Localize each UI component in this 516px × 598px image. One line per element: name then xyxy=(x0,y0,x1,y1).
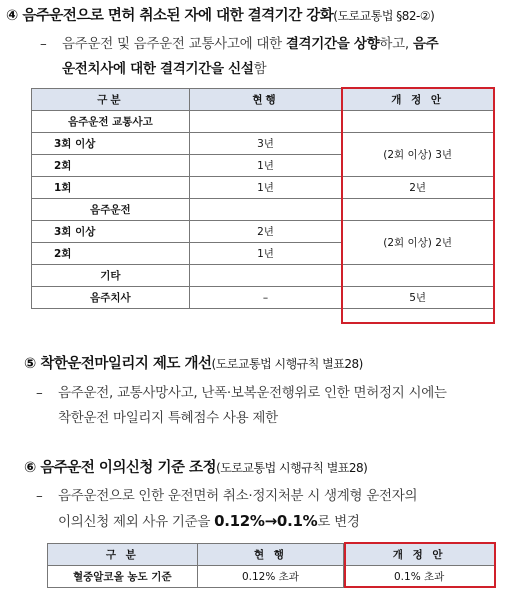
header-gubun: 구 분 xyxy=(48,544,198,566)
section4-title: ④ 음주운전으로 면허 취소된 자에 대한 결격기간 강화 xyxy=(6,8,334,24)
section6-ref: (도로교통법 시행규칙 별표28) xyxy=(216,461,368,475)
row-current: 1년 xyxy=(189,155,342,177)
row-revised: 5년 xyxy=(342,287,494,309)
row-label: 3회 이상 xyxy=(32,221,190,243)
bullet-text: 음주운전으로 인한 운전면허 취소·정지처분 시 생계형 운전자의 xyxy=(58,488,418,504)
row-current: 3년 xyxy=(189,133,342,155)
table-row xyxy=(32,111,494,133)
table-row xyxy=(32,177,494,199)
bullet-dash: – xyxy=(40,36,47,52)
table-row xyxy=(32,265,494,287)
bullet-text: 함 xyxy=(253,61,267,77)
header-current: 현 행 xyxy=(197,544,344,566)
section5-title: ⑤ 착한운전마일리지 제도 개선 xyxy=(24,356,212,372)
row-label: 1회 xyxy=(32,177,190,199)
bullet-emphasis: 0.12%→0.1% xyxy=(214,512,318,530)
category-drunk-accident: 음주운전 교통사고 xyxy=(32,111,190,133)
section4-bullet xyxy=(40,32,502,82)
section6-title: ⑥ 음주운전 이의신청 기준 조정 xyxy=(24,460,217,476)
row-current: 2년 xyxy=(189,221,342,243)
header-current: 현행 xyxy=(189,89,342,111)
row-revised: (2회 이상) 2년 xyxy=(342,221,494,265)
row-label: 2회 xyxy=(32,155,190,177)
bullet-text: 음주운전 및 음주운전 교통사고에 대한 xyxy=(62,36,286,52)
row-current: 1년 xyxy=(189,243,342,265)
section4-heading xyxy=(6,4,434,25)
row-revised: 2년 xyxy=(342,177,494,199)
header-revised: 개 정 안 xyxy=(342,89,494,111)
bullet-dash: – xyxy=(36,385,43,401)
bullet-text: 하고, xyxy=(379,36,413,52)
section6-bullet xyxy=(36,484,508,535)
bullet-text: 이의신청 제외 사유 기준을 xyxy=(58,514,215,530)
bullet-emphasis: 결격기간을 상향 xyxy=(285,36,380,52)
category-drunk-driving: 음주운전 xyxy=(32,199,190,221)
alcohol-criteria-table xyxy=(47,543,495,588)
row-revised: 0.1% 초과 xyxy=(344,566,495,588)
row-current: 1년 xyxy=(189,177,342,199)
row-revised: (2회 이상) 3년 xyxy=(342,133,494,177)
table-row xyxy=(32,287,494,309)
disqualification-table xyxy=(31,88,494,309)
row-label: 음주치사 xyxy=(32,287,190,309)
table-row xyxy=(32,199,494,221)
row-label: 혈중알코올 농도 기준 xyxy=(48,566,198,588)
table-row xyxy=(32,133,494,155)
bullet-emphasis: 음주 xyxy=(412,36,439,52)
bullet-text: 로 변경 xyxy=(317,514,360,530)
table-header-row xyxy=(32,89,494,111)
section4-ref: (도로교통법 §82-②) xyxy=(333,9,435,23)
bullet-text: 착한운전 마일리지 특혜점수 사용 제한 xyxy=(58,410,278,426)
section5-ref: (도로교통법 시행규칙 별표28) xyxy=(211,357,363,371)
header-gubun: 구분 xyxy=(32,89,190,111)
row-label: 2회 xyxy=(32,243,190,265)
row-current: 0.12% 초과 xyxy=(197,566,344,588)
table-row xyxy=(48,566,495,588)
table-row xyxy=(32,221,494,243)
section5-bullet xyxy=(36,381,508,431)
bullet-text: 음주운전, 교통사망사고, 난폭·보복운전행위로 인한 면허정지 시에는 xyxy=(58,385,447,401)
table-header-row xyxy=(48,544,495,566)
bullet-emphasis: 운전치사에 대한 결격기간을 신설 xyxy=(62,61,254,77)
header-revised: 개 정 안 xyxy=(344,544,495,566)
bullet-dash: – xyxy=(36,488,43,504)
category-other: 기타 xyxy=(32,265,190,287)
section6-heading xyxy=(24,456,367,477)
section5-heading xyxy=(24,352,363,373)
row-label: 3회 이상 xyxy=(32,133,190,155)
row-current: – xyxy=(189,287,342,309)
